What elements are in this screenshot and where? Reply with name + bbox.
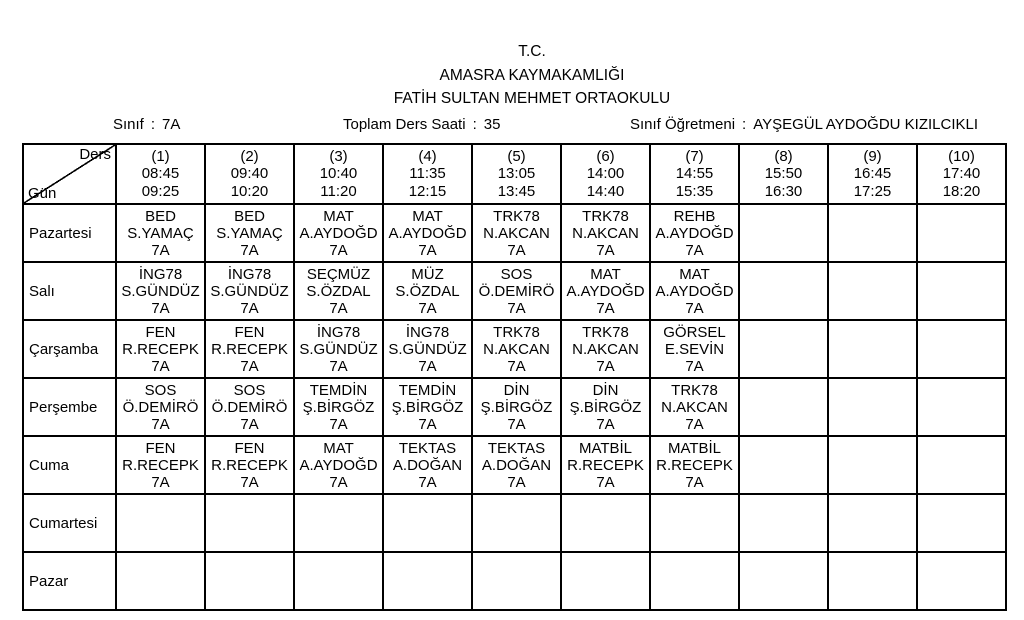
title-district: AMASRA KAYMAKAMLIĞI (439, 66, 625, 84)
period-header-9: (9) 16:45 17:25 (828, 144, 917, 204)
timetable-grid (22, 143, 1007, 611)
empty-cell (739, 436, 828, 494)
lesson-cell: MAT A.AYDOĞD 7A (383, 204, 472, 262)
day-label: Cuma (23, 436, 116, 494)
empty-cell (472, 494, 561, 552)
empty-cell (828, 204, 917, 262)
lesson-cell: FEN R.RECEPK 7A (205, 436, 294, 494)
lesson-cell: REHB A.AYDOĞD 7A (650, 204, 739, 262)
empty-cell (205, 494, 294, 552)
empty-cell (828, 262, 917, 320)
period-header-7: (7) 14:55 15:35 (650, 144, 739, 204)
lesson-cell: MATBİL R.RECEPK 7A (650, 436, 739, 494)
lesson-cell: MAT A.AYDOĞD 7A (294, 436, 383, 494)
empty-cell (650, 552, 739, 610)
total-hours-value: 35 (483, 116, 501, 133)
empty-cell (205, 552, 294, 610)
table-row (23, 552, 1006, 610)
table-row (23, 436, 1006, 494)
empty-cell (917, 494, 1006, 552)
lesson-cell: TRK78 N.AKCAN 7A (561, 204, 650, 262)
empty-cell (739, 320, 828, 378)
total-hours-label: Toplam Ders Saati (343, 116, 466, 133)
total-hours-info: Toplam Ders Saati : 35 (343, 116, 501, 133)
period-header-row (23, 144, 1006, 204)
empty-cell (917, 262, 1006, 320)
empty-cell (828, 320, 917, 378)
lesson-cell: BED S.YAMAÇ 7A (116, 204, 205, 262)
lesson-cell: TEKTAS A.DOĞAN 7A (472, 436, 561, 494)
class-teacher-label: Sınıf Öğretmeni (630, 116, 736, 133)
table-row (23, 494, 1006, 552)
lesson-cell: İNG78 S.GÜNDÜZ 7A (294, 320, 383, 378)
lesson-cell: FEN R.RECEPK 7A (116, 436, 205, 494)
lesson-cell: DİN Ş.BİRGÖZ 7A (561, 378, 650, 436)
lesson-cell: TEMDİN Ş.BİRGÖZ 7A (383, 378, 472, 436)
empty-cell (828, 436, 917, 494)
title-authority: T.C. (518, 43, 546, 60)
period-header-1: (1) 08:45 09:25 (116, 144, 205, 204)
empty-cell (561, 552, 650, 610)
empty-cell (917, 552, 1006, 610)
lesson-cell: İNG78 S.GÜNDÜZ 7A (205, 262, 294, 320)
info-row (0, 116, 1024, 136)
lesson-cell: SOS Ö.DEMİRÖ 7A (472, 262, 561, 320)
empty-cell (917, 320, 1006, 378)
lesson-cell: TEKTAS A.DOĞAN 7A (383, 436, 472, 494)
empty-cell (917, 204, 1006, 262)
lesson-cell: TRK78 N.AKCAN 7A (472, 204, 561, 262)
lesson-cell: TEMDİN Ş.BİRGÖZ 7A (294, 378, 383, 436)
lesson-cell: İNG78 S.GÜNDÜZ 7A (116, 262, 205, 320)
table-row (23, 204, 1006, 262)
title-school: FATİH SULTAN MEHMET ORTAOKULU (393, 90, 671, 107)
class-info: Sınıf : 7A (113, 116, 181, 133)
day-label: Çarşamba (23, 320, 116, 378)
empty-cell (828, 378, 917, 436)
empty-cell (739, 552, 828, 610)
corner-ders-label: Ders (79, 146, 111, 163)
period-header-2: (2) 09:40 10:20 (205, 144, 294, 204)
empty-cell (294, 552, 383, 610)
table-row (23, 378, 1006, 436)
empty-cell (739, 204, 828, 262)
empty-cell (383, 494, 472, 552)
period-header-4: (4) 11:35 12:15 (383, 144, 472, 204)
empty-cell (561, 494, 650, 552)
empty-cell (739, 262, 828, 320)
day-label: Pazartesi (23, 204, 116, 262)
empty-cell (739, 378, 828, 436)
lesson-cell: MAT A.AYDOĞD 7A (294, 204, 383, 262)
day-label: Pazar (23, 552, 116, 610)
lesson-cell: FEN R.RECEPK 7A (116, 320, 205, 378)
lesson-cell: GÖRSEL E.SEVİN 7A (650, 320, 739, 378)
lesson-cell: DİN Ş.BİRGÖZ 7A (472, 378, 561, 436)
lesson-cell: FEN R.RECEPK 7A (205, 320, 294, 378)
lesson-cell: MAT A.AYDOĞD 7A (561, 262, 650, 320)
lesson-cell: TRK78 N.AKCAN 7A (650, 378, 739, 436)
empty-cell (828, 494, 917, 552)
lesson-cell: TRK78 N.AKCAN 7A (472, 320, 561, 378)
lesson-cell: SOS Ö.DEMİRÖ 7A (205, 378, 294, 436)
lesson-cell: MAT A.AYDOĞD 7A (650, 262, 739, 320)
table-row (23, 262, 1006, 320)
lesson-cell: SEÇMÜZ S.ÖZDAL 7A (294, 262, 383, 320)
period-header-10: (10) 17:40 18:20 (917, 144, 1006, 204)
empty-cell (383, 552, 472, 610)
day-label: Perşembe (23, 378, 116, 436)
class-teacher-value: AYŞEGÜL AYDOĞDU KIZILCIKLI (753, 116, 979, 133)
lesson-cell: BED S.YAMAÇ 7A (205, 204, 294, 262)
empty-cell (472, 552, 561, 610)
period-header-8: (8) 15:50 16:30 (739, 144, 828, 204)
empty-cell (650, 494, 739, 552)
empty-cell (739, 494, 828, 552)
empty-cell (828, 552, 917, 610)
document-header (20, 40, 1024, 111)
empty-cell (116, 552, 205, 610)
empty-cell (917, 436, 1006, 494)
day-label: Salı (23, 262, 116, 320)
lesson-cell: MÜZ S.ÖZDAL 7A (383, 262, 472, 320)
day-label: Cumartesi (23, 494, 116, 552)
period-header-6: (6) 14:00 14:40 (561, 144, 650, 204)
empty-cell (116, 494, 205, 552)
class-label: Sınıf (113, 116, 144, 133)
period-header-5: (5) 13:05 13:45 (472, 144, 561, 204)
empty-cell (294, 494, 383, 552)
corner-gun-label: Gün (28, 185, 57, 202)
lesson-cell: MATBİL R.RECEPK 7A (561, 436, 650, 494)
empty-cell (917, 378, 1006, 436)
lesson-cell: TRK78 N.AKCAN 7A (561, 320, 650, 378)
lesson-cell: İNG78 S.GÜNDÜZ 7A (383, 320, 472, 378)
lesson-cell: SOS Ö.DEMİRÖ 7A (116, 378, 205, 436)
table-row (23, 320, 1006, 378)
class-value: 7A (162, 116, 181, 133)
period-header-3: (3) 10:40 11:20 (294, 144, 383, 204)
class-teacher-info: Sınıf Öğretmeni : AYŞEGÜL AYDOĞDU KIZILCIKLI (630, 116, 979, 133)
corner-cell (23, 144, 116, 204)
